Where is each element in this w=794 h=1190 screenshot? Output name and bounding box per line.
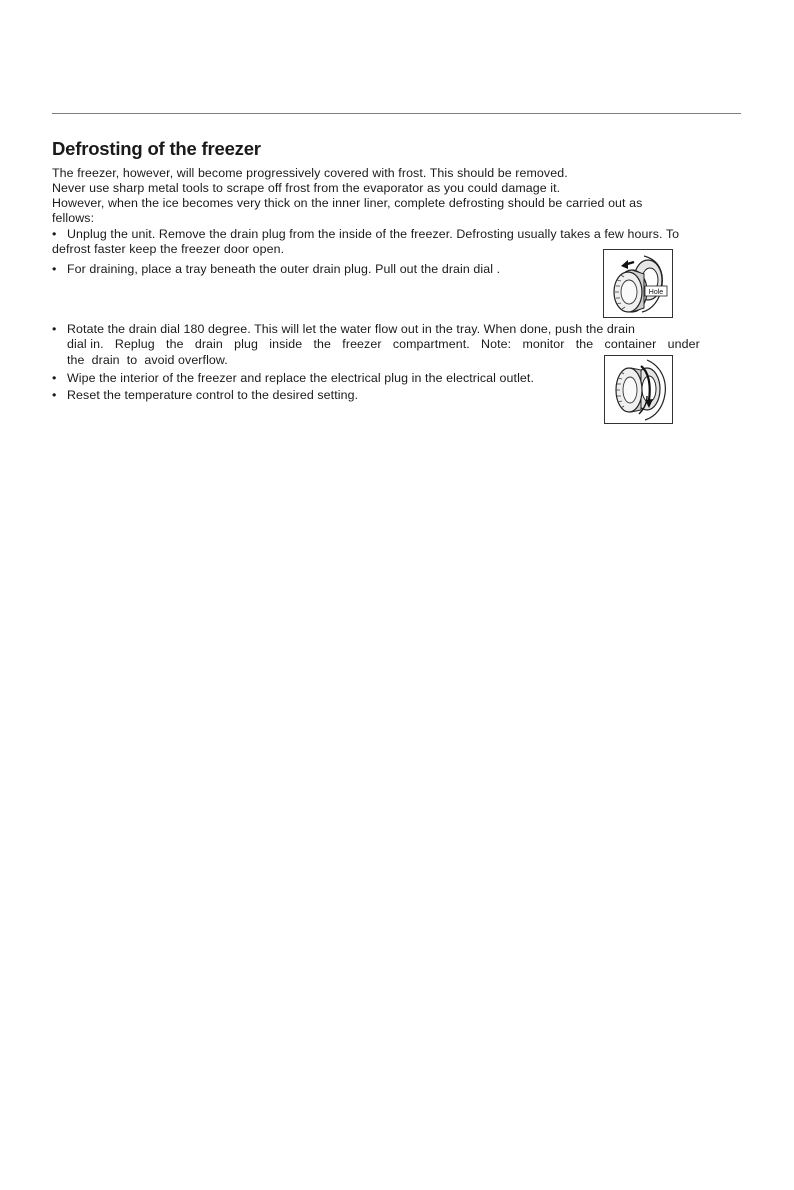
drain-dial-pull-out-icon <box>604 250 672 317</box>
rotate-word: freezer <box>342 337 382 351</box>
bullet-marker-unplug: • <box>52 227 57 241</box>
bullet-rotate-line-2 <box>67 337 700 352</box>
bullet-marker-draining: • <box>52 262 57 276</box>
rotate-word: inside <box>269 337 303 351</box>
section-title: Defrosting of the freezer <box>52 138 261 159</box>
bullet-marker-rotate: • <box>52 322 57 336</box>
drain-dial-pull-out-figure <box>603 249 673 318</box>
rotate-word: the <box>166 337 184 351</box>
bullet-marker-wipe: • <box>52 371 57 385</box>
bullet-reset-line-1: Reset the temperature control to the desired setting. <box>67 388 359 402</box>
drain-dial-rotate-icon <box>605 356 672 423</box>
header-divider <box>52 113 741 114</box>
bullet-rotate-line-3: the drain to avoid overflow. <box>67 353 228 367</box>
bullet-unplug-line-1: Unplug the unit. Remove the drain plug from the inside of the freezer. Defrosting usually takes a few hours. To <box>67 227 680 241</box>
rotate-word: Replug <box>114 337 155 351</box>
rotate-word: container <box>604 337 657 351</box>
rotate-word: the <box>313 337 332 351</box>
bullet-draining-line-1: For draining, place a tray beneath the outer drain plug. Pull out the drain dial . <box>67 262 501 276</box>
intro-line-3: However, when the ice becomes very thick on the inner liner, complete defrosting should be carried out as <box>52 196 643 210</box>
intro-line-2: Never use sharp metal tools to scrape off frost from the evaporator as you could damage it. <box>52 181 561 195</box>
intro-line-1: The freezer, however, will become progressively covered with frost. This should be removed. <box>52 166 568 180</box>
rotate-word: plug <box>234 337 258 351</box>
bullet-wipe-line-1: Wipe the interior of the freezer and replace the electrical plug in the electrical outlet. <box>67 371 535 385</box>
rotate-word: drain <box>194 337 223 351</box>
rotate-word: under <box>667 337 700 351</box>
rotate-word: the <box>575 337 594 351</box>
drain-dial-rotate-figure <box>604 355 673 424</box>
bullet-rotate-line-1: Rotate the drain dial 180 degree. This will let the water flow out in the tray. When done, push the drain <box>67 322 635 336</box>
bullet-unplug-line-2: defrost faster keep the freezer door open. <box>52 242 285 256</box>
bullet-marker-reset: • <box>52 388 57 402</box>
rotate-word: Note: <box>481 337 512 351</box>
hole-label: Hole <box>648 289 664 296</box>
intro-line-4: fellows: <box>52 211 95 225</box>
rotate-word: compartment. <box>392 337 470 351</box>
rotate-word: monitor <box>522 337 565 351</box>
rotate-word: dial in. <box>67 337 104 351</box>
